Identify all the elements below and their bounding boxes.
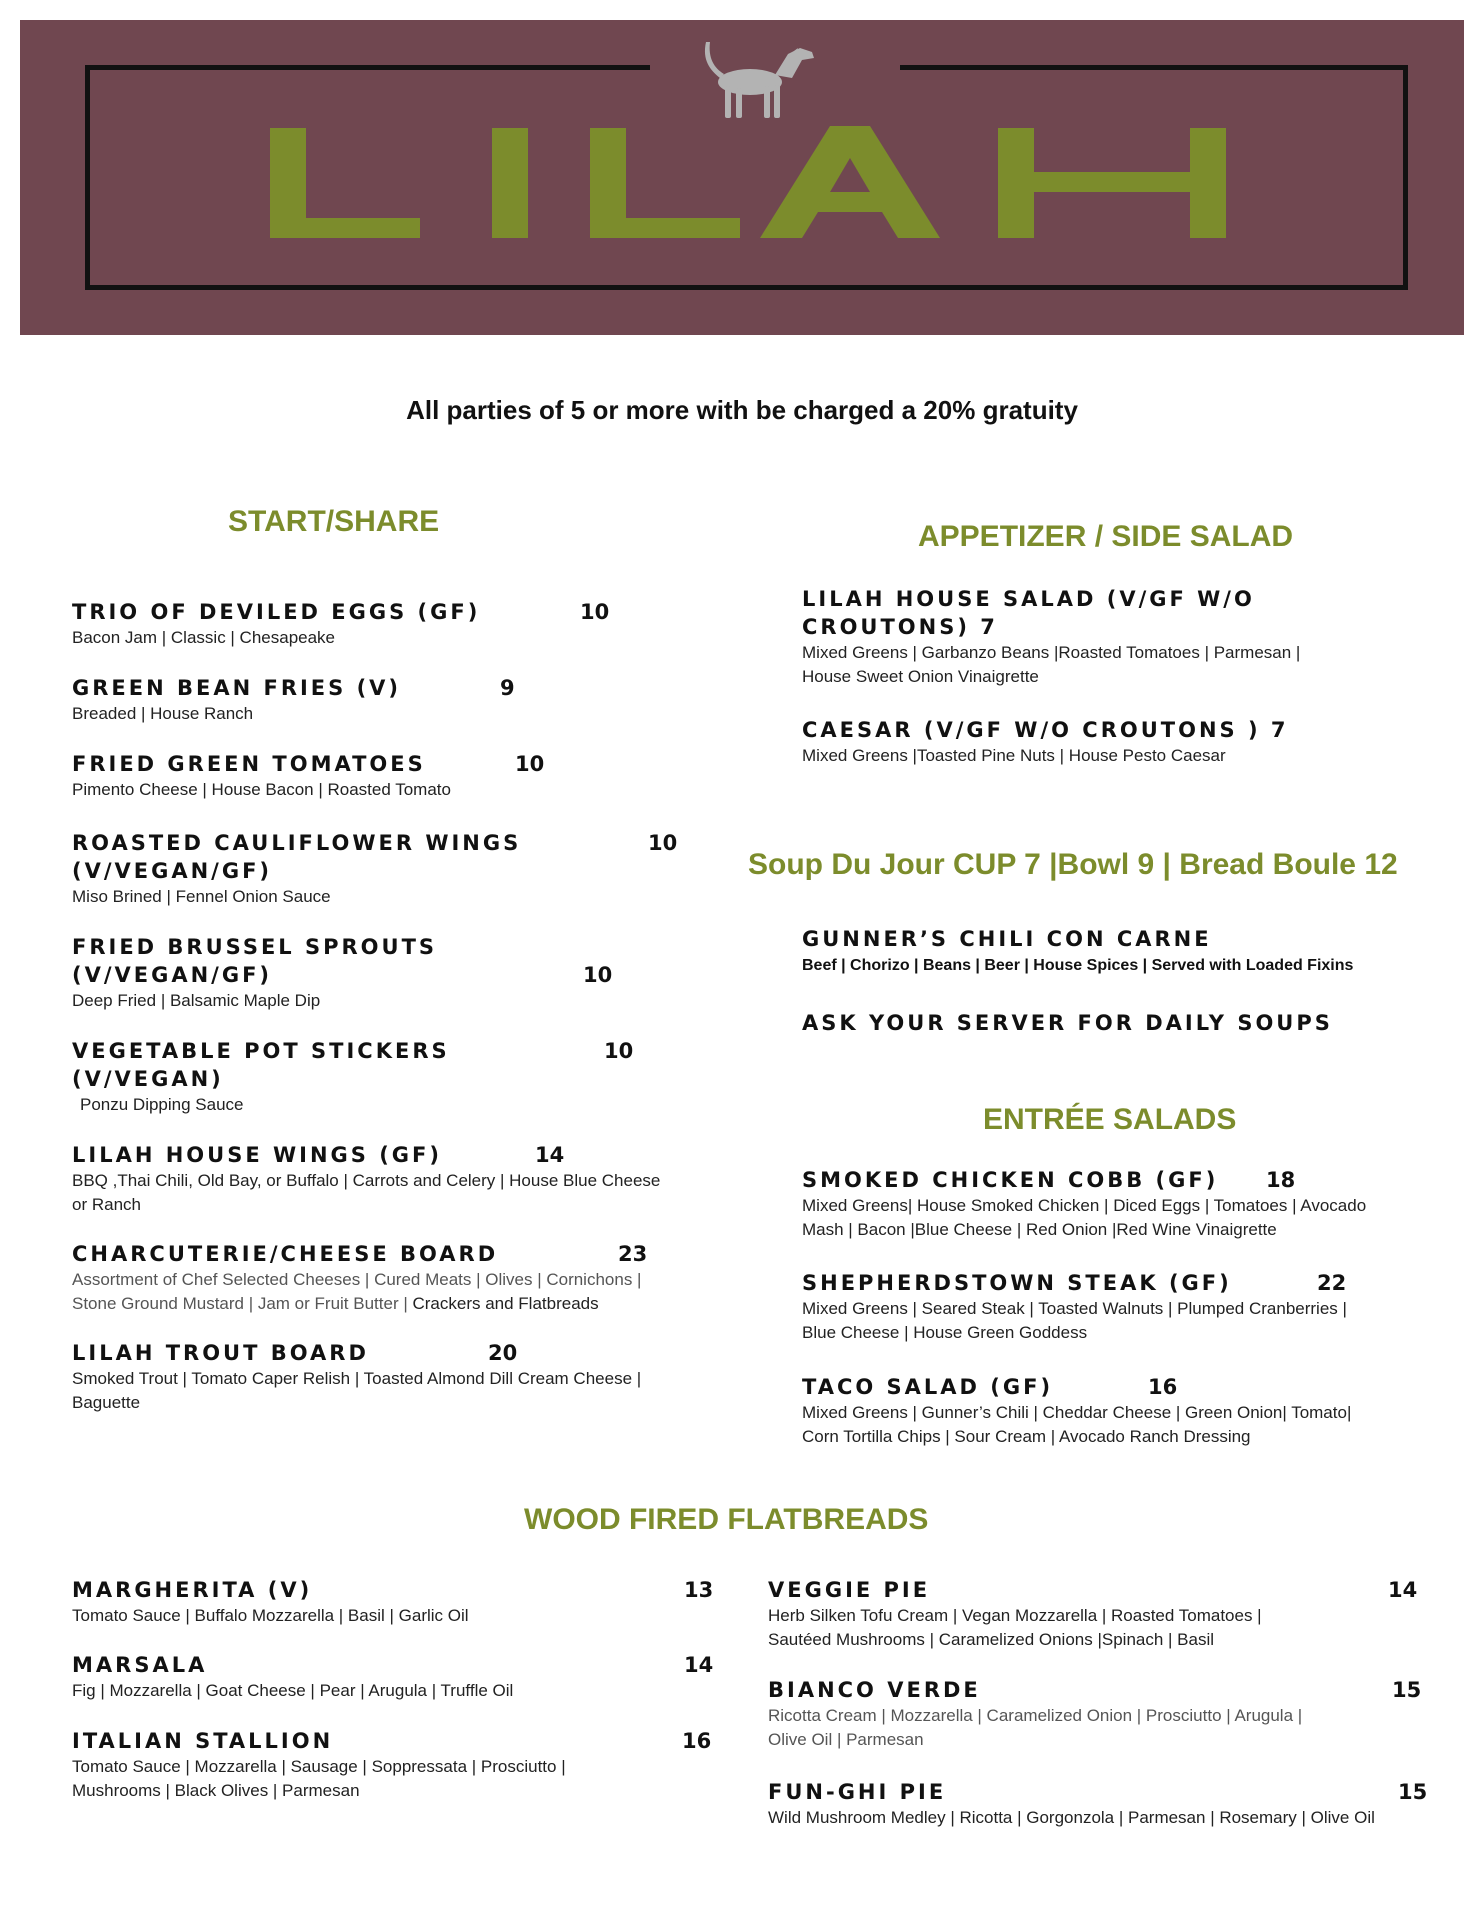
item-desc: Deep Fried | Balsamic Maple Dip	[72, 991, 321, 1010]
item-desc-line2-b: Crackers and Flatbreads	[407, 1294, 599, 1313]
item-price: 14	[1388, 1578, 1418, 1602]
item-desc-line2: or Ranch	[72, 1195, 141, 1214]
item-title: FRIED BRUSSEL SPROUTS	[72, 935, 438, 959]
item-price: 22	[1317, 1271, 1347, 1295]
item-desc: Mixed Greens | Garbanzo Beans |Roasted Tomatoes | Parmesan |	[802, 643, 1301, 662]
item-title: SMOKED CHICKEN COBB (GF)	[802, 1168, 1219, 1192]
item-title: LILAH HOUSE SALAD (V/GF W/O	[802, 587, 1255, 611]
item-desc: Tomato Sauce | Buffalo Mozzarella | Basil | Garlic Oil	[72, 1606, 469, 1625]
item-desc: Bacon Jam | Classic | Chesapeake	[72, 628, 336, 647]
item-desc-line2: Mash | Bacon |Blue Cheese | Red Onion |Red Wine Vinaigrette	[802, 1220, 1277, 1239]
item-desc: Pimento Cheese | House Bacon | Roasted Tomato	[72, 780, 451, 799]
item-price: 16	[682, 1729, 712, 1753]
item-desc: BBQ ,Thai Chili, Old Bay, or Buffalo | Carrots and Celery | House Blue Cheese	[72, 1171, 661, 1190]
item-price: 9	[500, 676, 515, 700]
item-desc: Assortment of Chef Selected Cheeses | Cured Meats | Olives | Cornichons |	[72, 1270, 642, 1289]
item-desc: Mixed Greens| House Smoked Chicken | Diced Eggs | Tomatoes | Avocado	[802, 1196, 1367, 1215]
item-price: 16	[1148, 1375, 1178, 1399]
item-price: 10	[604, 1039, 634, 1063]
item-title: FUN-GHI PIE	[768, 1780, 947, 1804]
item-price: 10	[583, 963, 613, 987]
item-title: LILAH HOUSE WINGS (GF)	[72, 1143, 442, 1167]
item-desc: Wild Mushroom Medley | Ricotta | Gorgonzola | Parmesan | Rosemary | Olive Oil	[768, 1808, 1375, 1827]
item-title: TRIO OF DEVILED EGGS (GF)	[72, 600, 481, 624]
item-title: GUNNER’S CHILI CON CARNE	[802, 927, 1212, 951]
item-title: GREEN BEAN FRIES (V)	[72, 676, 402, 700]
item-price: 20	[488, 1341, 518, 1365]
item-desc: Tomato Sauce | Mozzarella | Sausage | Soppressata | Prosciutto |	[72, 1757, 566, 1776]
item-price: 23	[618, 1242, 648, 1266]
item-price: 15	[1398, 1780, 1428, 1804]
item-title: VEGETABLE POT STICKERS	[72, 1039, 450, 1063]
item-title: ITALIAN STALLION	[72, 1729, 334, 1753]
item-title: VEGGIE PIE	[768, 1578, 931, 1602]
item-title-line2: (V/VEGAN/GF)	[72, 859, 273, 883]
item-title: FRIED GREEN TOMATOES	[72, 752, 426, 776]
gratuity-note: All parties of 5 or more with be charged a 20% gratuity	[406, 395, 1078, 425]
item-desc-line2: Sautéed Mushrooms | Caramelized Onions |Spinach | Basil	[768, 1630, 1215, 1649]
item-desc: Breaded | House Ranch	[72, 704, 254, 723]
logo-wordmark	[230, 108, 1254, 248]
item-desc: Smoked Trout | Tomato Caper Relish | Toasted Almond Dill Cream Cheese |	[72, 1369, 642, 1388]
item-title: MARGHERITA (V)	[72, 1578, 313, 1602]
item-desc-line2	[72, 1292, 599, 1316]
item-price: 10	[580, 600, 610, 624]
item-title: TACO SALAD (GF)	[802, 1375, 1054, 1399]
item-price: 10	[515, 752, 545, 776]
item-price: 15	[1392, 1678, 1422, 1702]
item-title: CHARCUTERIE/CHEESE BOARD	[72, 1242, 499, 1266]
item-title: CAESAR (V/GF W/O CROUTONS ) 7	[802, 718, 1289, 742]
item-title-line2: CROUTONS) 7	[802, 615, 998, 639]
item-desc-line2-a: Stone Ground Mustard | Jam or Fruit Butter |	[72, 1294, 408, 1313]
item-title-line2: (V/VEGAN/GF)	[72, 963, 273, 987]
item-price: 13	[684, 1578, 714, 1602]
item-desc-line2: Blue Cheese | House Green Goddess	[802, 1323, 1088, 1342]
item-title-line2: (V/VEGAN)	[72, 1067, 224, 1091]
section-heading-flatbreads: WOOD FIRED FLATBREADS	[524, 1503, 929, 1536]
item-price: 14	[535, 1143, 565, 1167]
section-heading-appetizer-salad: APPETIZER / SIDE SALAD	[918, 520, 1294, 553]
item-desc-line2: Baguette	[72, 1393, 141, 1412]
item-desc: Beef | Chorizo | Beans | Beer | House Spices | Served with Loaded Fixins	[802, 957, 1354, 974]
item-desc: Fig | Mozzarella | Goat Cheese | Pear | Arugula | Truffle Oil	[72, 1681, 514, 1700]
item-title: LILAH TROUT BOARD	[72, 1341, 369, 1365]
dog-icon	[680, 30, 830, 120]
item-desc: Ricotta Cream | Mozzarella | Caramelized Onion | Prosciutto | Arugula |	[768, 1706, 1303, 1725]
section-heading-entree-salads: ENTRÉE SALADS	[983, 1103, 1237, 1136]
item-desc-line2: Corn Tortilla Chips | Sour Cream | Avocado Ranch Dressing	[802, 1427, 1251, 1446]
item-desc: Herb Silken Tofu Cream | Vegan Mozzarella | Roasted Tomatoes |	[768, 1606, 1262, 1625]
item-price: 10	[648, 831, 678, 855]
item-desc: Ponzu Dipping Sauce	[80, 1095, 244, 1114]
item-title: BIANCO VERDE	[768, 1678, 981, 1702]
item-title: ROASTED CAULIFLOWER WINGS	[72, 831, 522, 855]
item-title: SHEPHERDSTOWN STEAK (GF)	[802, 1271, 1232, 1295]
section-heading-soup: Soup Du Jour CUP 7 |Bowl 9 | Bread Boule 12	[748, 848, 1398, 881]
item-desc: Mixed Greens |Toasted Pine Nuts | House Pesto Caesar	[802, 746, 1226, 765]
item-desc: Mixed Greens | Gunner’s Chili | Cheddar Cheese | Green Onion| Tomato|	[802, 1403, 1352, 1422]
item-desc-line2: House Sweet Onion Vinaigrette	[802, 667, 1039, 686]
item-price: 18	[1266, 1168, 1296, 1192]
section-heading-start-share: START/SHARE	[228, 505, 440, 538]
item-desc-line2: Olive Oil | Parmesan	[768, 1730, 924, 1749]
item-title: ASK YOUR SERVER FOR DAILY SOUPS	[802, 1011, 1333, 1035]
item-desc: Mixed Greens | Seared Steak | Toasted Walnuts | Plumped Cranberries |	[802, 1299, 1347, 1318]
item-desc-line2: Mushrooms | Black Olives | Parmesan	[72, 1781, 360, 1800]
item-price: 14	[684, 1653, 714, 1677]
item-title: MARSALA	[72, 1653, 208, 1677]
item-desc: Miso Brined | Fennel Onion Sauce	[72, 887, 331, 906]
